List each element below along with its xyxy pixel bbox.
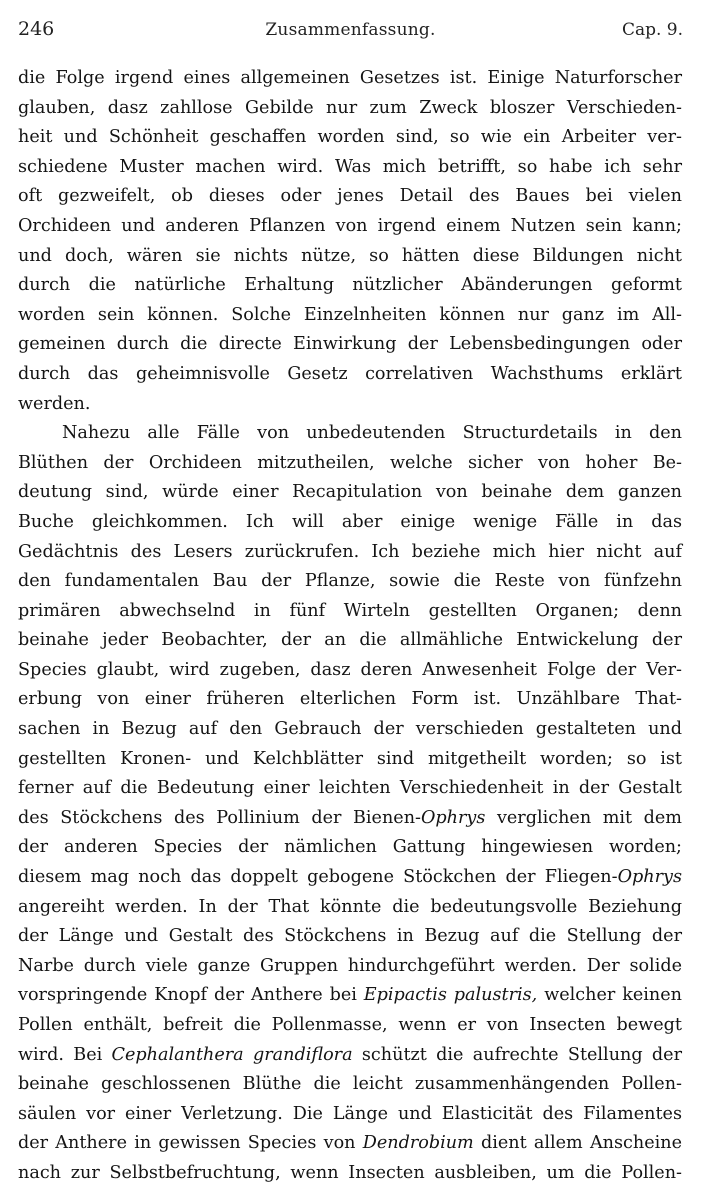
text-line: Gedächtnis des Lesers zurückrufen. Ich beziehe mich hier nicht auf: [18, 541, 682, 562]
text-line: heit und Schönheit geschaffen worden sind, so wie ein Arbeiter ver-: [18, 127, 682, 148]
text-line: worden sein können. Solche Einzelnheiten können nur ganz im All-: [18, 304, 682, 325]
text-line: vorspringende Knopf der Anthere bei Epipactis palustris, welcher keinen: [18, 985, 682, 1006]
text-line: sachen in Bezug auf den Gebrauch der verschieden gestalteten und: [18, 719, 682, 740]
text-line: und doch, wären sie nichts nütze, so hätten diese Bildungen nicht: [18, 245, 682, 266]
text-line: wird. Bei Cephalanthera grandiflora schützt die aufrechte Stellung der: [18, 1044, 683, 1065]
page-number: 246: [18, 18, 55, 40]
text-line: des Stöckchens des Pollinium der Bienen-Ophrys verglichen mit dem: [18, 807, 682, 828]
text-line: durch das geheimnisvolle Gesetz correlativen Wachsthums erklärt: [18, 363, 682, 384]
text-line: der Länge und Gestalt des Stöckchens in Bezug auf die Stellung der: [18, 926, 682, 947]
text-line: schiedene Muster machen wird. Was mich betrifft, so habe ich sehr: [18, 156, 682, 177]
text-line: den fundamentalen Bau der Pflanze, sowie die Reste von fünfzehn: [18, 571, 682, 592]
text-line: beinahe geschlossenen Blüthe die leicht zusammenhängenden Pollen-: [18, 1074, 682, 1095]
text-line: primären abwechselnd in fünf Wirteln gestellten Organen; denn: [18, 600, 682, 621]
text-line: diesem mag noch das doppelt gebogene Stöckchen der Fliegen-Ophrys: [18, 867, 682, 888]
text-line: durch die natürliche Erhaltung nützlicher Abänderungen geformt: [18, 275, 682, 296]
text-line: säulen vor einer Verletzung. Die Länge und Elasticität des Filamentes: [18, 1103, 682, 1124]
text-line: werden.: [18, 393, 91, 414]
running-title: Zusammenfassung.: [265, 20, 436, 40]
italic-taxon: Ophrys: [617, 867, 682, 888]
text-line: Narbe durch viele ganze Gruppen hindurchgeführt werden. Der solide: [18, 955, 682, 976]
text-line: der Anthere in gewissen Species von Dendrobium dient allem Anscheine: [18, 1133, 682, 1154]
italic-taxon: Dendrobium: [362, 1133, 474, 1154]
text-line: deutung sind, würde einer Recapitulation von beinahe dem ganzen: [18, 482, 682, 503]
text-line: Buche gleichkommen. Ich will aber einige wenige Fälle in das: [18, 511, 682, 532]
text-line: Blüthen der Orchideen mitzutheilen, welche sicher von hoher Be-: [18, 452, 682, 473]
paragraph-start-line: Nahezu alle Fälle von unbedeutenden Structurdetails in den: [62, 423, 682, 444]
text-line: Species glaubt, wird zugeben, dasz deren Anwesenheit Folge der Ver-: [18, 659, 682, 680]
text-line: beinahe jeder Beobachter, der an die allmähliche Entwickelung der: [18, 630, 682, 651]
text-line: Orchideen und anderen Pflanzen von irgend einem Nutzen sein kann;: [18, 215, 682, 236]
chapter-label: Cap. 9.: [621, 20, 683, 40]
text-line: Pollen enthält, befreit die Pollenmasse, wenn er von Insecten bewegt: [18, 1015, 682, 1035]
text-line: nach zur Selbstbefruchtung, wenn Insecten ausbleiben, um die Pollen-: [18, 1162, 682, 1183]
text-line: oft gezweifelt, ob dieses oder jenes Detail des Baues bei vielen: [18, 186, 682, 207]
text-line: gestellten Kronen- und Kelchblätter sind mitgetheilt worden; so ist: [18, 748, 682, 769]
text-line: die Folge irgend eines allgemeinen Gesetzes ist. Einige Naturforscher: [18, 68, 682, 88]
running-header: [18, 18, 683, 48]
italic-taxon: Epipactis palustris,: [363, 985, 538, 1006]
italic-taxon: Cephalanthera grandiflora: [111, 1044, 353, 1065]
text-line: der anderen Species der nämlichen Gattung hingewiesen worden;: [18, 837, 682, 858]
text-line: gemeinen durch die directe Einwirkung der Lebensbedingungen oder: [18, 334, 682, 355]
text-line: ferner auf die Bedeutung einer leichten Verschiedenheit in der Gestalt: [18, 778, 682, 799]
italic-taxon: Ophrys: [420, 807, 486, 828]
body-text: [18, 64, 682, 1189]
text-line: erbung von einer früheren elterlichen Form ist. Unzählbare That-: [18, 689, 682, 710]
text-line: angereiht werden. In der That könnte die bedeutungsvolle Beziehung: [18, 896, 682, 917]
text-line: glauben, dasz zahllose Gebilde nur zum Zweck bloszer Verschieden-: [18, 97, 682, 118]
